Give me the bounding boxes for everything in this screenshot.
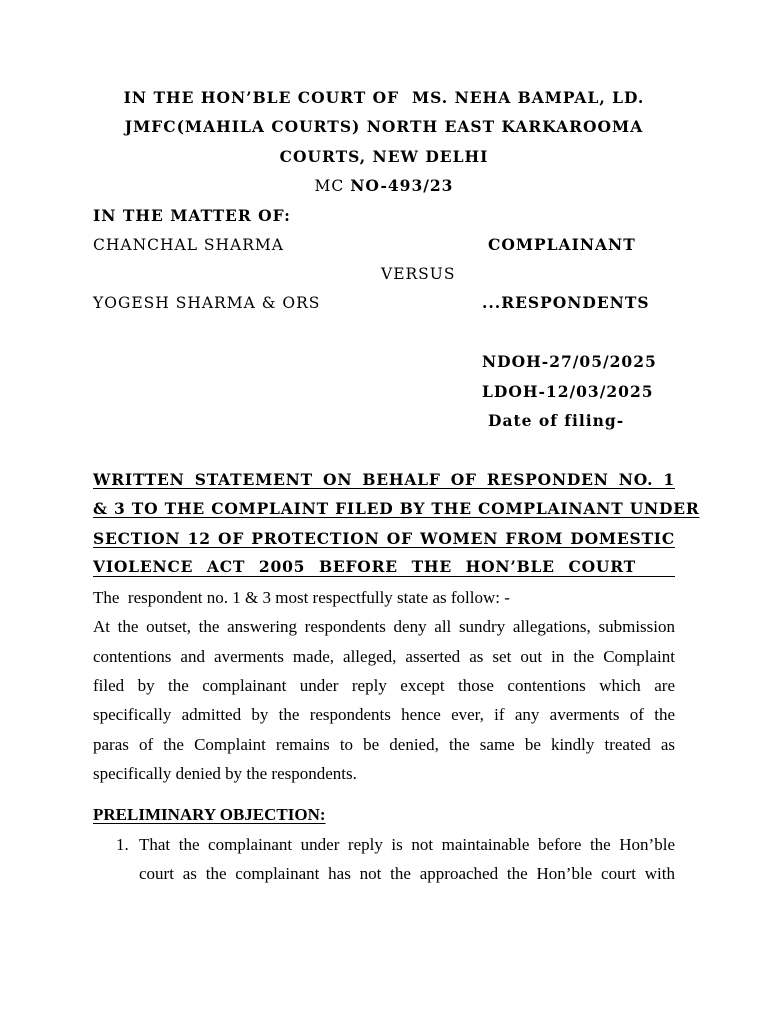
paragraph-line-3: filed by the complainant under reply except those contentions which are — [93, 676, 675, 695]
title-line-3: SECTION 12 OF PROTECTION OF WOMEN FROM DOMESTIC — [93, 529, 675, 548]
paragraph-line-5: paras of the Complaint remains to be denied, the same be kindly treated as — [93, 735, 675, 754]
case-number-prefix: MC — [314, 177, 351, 195]
preliminary-objection-heading: PRELIMINARY OBJECTION: — [93, 805, 326, 824]
respondent-role: ...RESPONDENTS — [482, 293, 650, 312]
case-number: NO-493/23 — [350, 176, 454, 195]
ndoh-date: NDOH-27/05/2025 — [482, 352, 657, 371]
complainant-role: COMPLAINANT — [488, 235, 636, 254]
objection-item-number: 1. — [116, 835, 129, 854]
filing-date: Date of filing- — [488, 411, 625, 430]
court-header-line-1: IN THE HON’BLE COURT OF MS. NEHA BAMPAL, LD. — [123, 88, 645, 107]
title-line-4 — [93, 558, 675, 577]
paragraph-line-6: specifically denied by the respondents. — [93, 764, 357, 783]
paragraph-line-1: At the outset, the answering respondents deny all sundry allegations, submission — [93, 617, 675, 636]
court-header-line-3: COURTS, NEW DELHI — [279, 147, 489, 166]
objection-item-line-2: court as the complainant has not the approached the Hon’ble court with — [139, 864, 675, 883]
ldoh-date: LDOH-12/03/2025 — [482, 382, 654, 401]
title-line-2: & 3 TO THE COMPLAINT FILED BY THE COMPLAINANT UNDER — [93, 499, 700, 518]
court-header-line-2: JMFC(MAHILA COURTS) NORTH EAST KARKAROOMA — [124, 117, 644, 136]
paragraph-line-4: specifically admitted by the respondents hence ever, if any averments of the — [93, 705, 675, 724]
objection-item-line-1: That the complainant under reply is not maintainable before the Hon’ble — [139, 835, 675, 854]
complainant-name: CHANCHAL SHARMA — [93, 236, 284, 254]
intro-line: The respondent no. 1 & 3 most respectfully state as follow: - — [93, 588, 510, 607]
versus-label: VERSUS — [381, 265, 456, 283]
respondent-name: YOGESH SHARMA & ORS — [93, 294, 321, 312]
title-line-1: WRITTEN STATEMENT ON BEHALF OF RESPONDEN NO. 1 — [93, 470, 675, 489]
paragraph-line-2: contentions and averments made, alleged, asserted as set out in the Complaint — [93, 647, 675, 666]
matter-heading: IN THE MATTER OF: — [93, 206, 291, 225]
case-number-line — [0, 176, 768, 196]
title-line-4-text: VIOLENCE ACT 2005 BEFORE THE HON’BLE COURT — [93, 557, 636, 576]
